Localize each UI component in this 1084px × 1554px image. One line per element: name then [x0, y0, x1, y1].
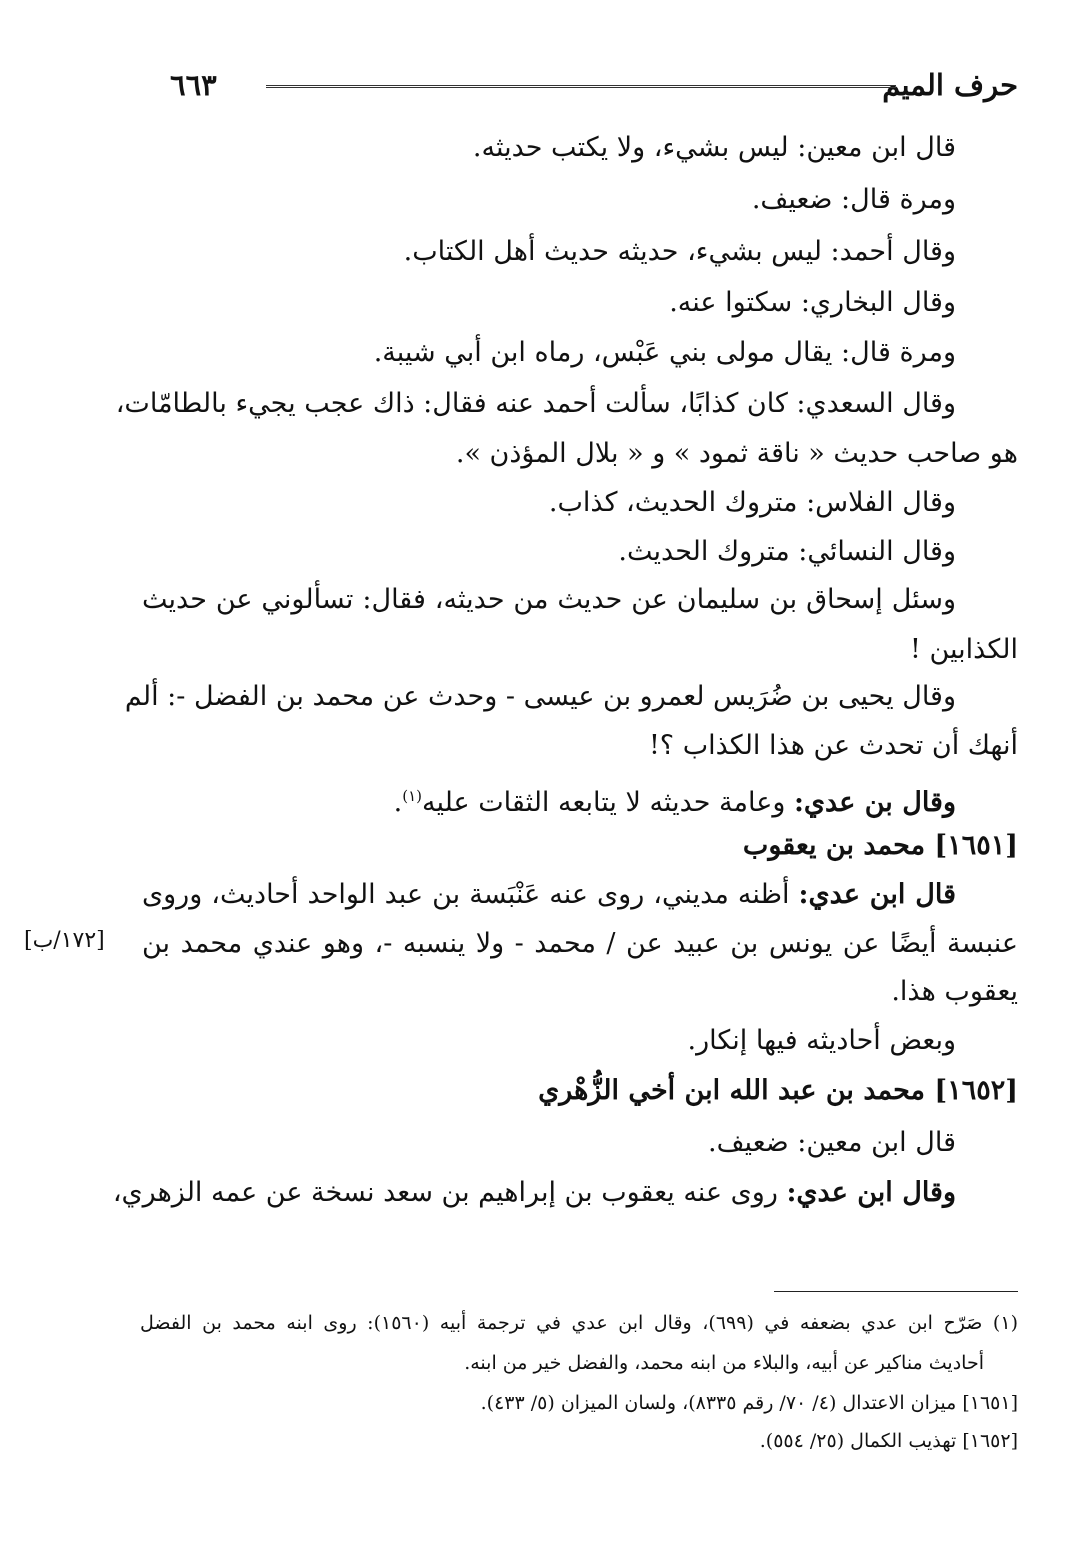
entry-heading: [١٦٥١] محمد بن يعقوب	[742, 830, 1018, 861]
footnote-line: [١٦٥٢] تهذيب الكمال (٢٥/ ٥٥٤).	[759, 1430, 1018, 1452]
text-line: قال ابن عدي: أظنه مديني، روى عنه عَنْبَسة بن عبد الواحد أحاديث، وروى	[142, 879, 956, 910]
text-line: وقال السعدي: كان كذابًا، سألت أحمد عنه فقال: ذاك عجب يجيء بالطامّات،	[115, 388, 956, 419]
text-line: ومرة قال: يقال مولى بني عَبْس، رماه ابن أبي شيبة.	[373, 337, 956, 368]
speaker-lead: وقال ابن عدي:	[786, 1177, 956, 1208]
running-title: حرف الميم	[882, 68, 1018, 102]
footnote-rule	[774, 1291, 1018, 1292]
text-line: وقال النسائي: متروك الحديث.	[618, 536, 956, 567]
footnote-line: [١٦٥١] ميزان الاعتدال (٤/ ٧٠/ رقم ٨٣٣٥)، ولسان الميزان (٥/ ٤٣٣).	[480, 1392, 1018, 1414]
page-header	[170, 68, 1018, 108]
footnote-line: (١) صَرّح ابن عدي بضعفه في (٦٩٩)، وقال ابن عدي في ترجمة أبيه (١٥٦٠): روى ابنه محمد بن الفضل	[140, 1312, 1018, 1334]
text-line: وسئل إسحاق بن سليمان عن حديث من حديثه، فقال: تسألوني عن حديث	[142, 584, 956, 615]
speaker-lead: قال ابن عدي:	[798, 879, 956, 910]
header-rule	[266, 85, 896, 88]
footnote-line: أحاديث مناكير عن أبيه، والبلاء من ابنه محمد، والفضل خير من ابنه.	[464, 1352, 984, 1374]
text-line: وقال البخاري: سكتوا عنه.	[669, 287, 956, 318]
text-line: الكذابين !	[910, 634, 1018, 665]
text-line: وقال بن عدي: وعامة حديثه لا يتابعه الثقات عليه$^{(١)}$.	[393, 787, 956, 818]
text-line: قال ابن معين: ليس بشيء، ولا يكتب حديثه.	[472, 132, 956, 163]
margin-folio-note: [١٧٢/ب]	[24, 928, 105, 953]
footnote-ref: (١)	[402, 787, 422, 805]
text-line: عنبسة أيضًا عن يونس بن عبيد عن / محمد - ولا ينسبه -، وهو عندي محمد بن	[142, 928, 1018, 959]
entry-heading: [١٦٥٢] محمد بن عبد الله ابن أخي الزُّهْري	[538, 1075, 1018, 1106]
speaker-lead: وقال بن عدي:	[793, 787, 956, 818]
text-line: قال ابن معين: ضعيف.	[708, 1127, 956, 1158]
text-line: وقال أحمد: ليس بشيء، حديثه حديث أهل الكتاب.	[403, 236, 956, 267]
text-line: وقال يحيى بن ضُرَيس لعمرو بن عيسى - وحدث عن محمد بن الفضل -: ألم	[124, 681, 956, 712]
text-line: أنهك أن تحدث عن هذا الكذاب ؟!	[648, 730, 1018, 761]
page-number: ٦٦٣	[170, 68, 217, 102]
text-line: وقال ابن عدي: روى عنه يعقوب بن إبراهيم بن سعد نسخة عن عمه الزهري،	[112, 1177, 956, 1208]
text-line: ومرة قال: ضعيف.	[751, 184, 956, 215]
text-line: يعقوب هذا.	[891, 976, 1018, 1007]
text-line: وقال الفلاس: متروك الحديث، كذاب.	[548, 487, 956, 518]
text-line: وبعض أحاديثه فيها إنكار.	[687, 1025, 956, 1056]
text-line: هو صاحب حديث « ناقة ثمود » و « بلال المؤذن ».	[455, 438, 1018, 469]
